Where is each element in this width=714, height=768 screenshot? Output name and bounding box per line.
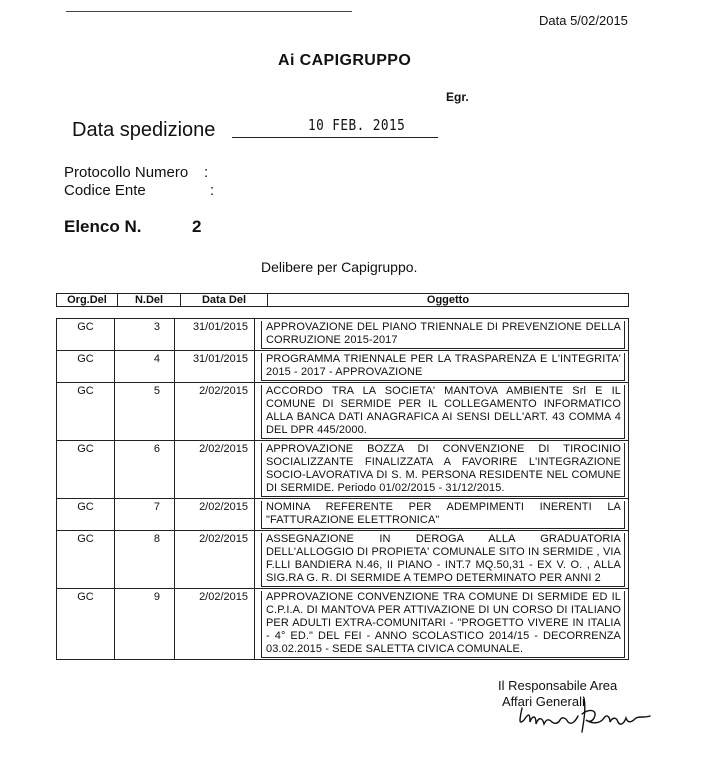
top-rule (66, 11, 352, 12)
cell-date: 2/02/2015 (175, 531, 255, 589)
recipient-label: Egr. (446, 90, 469, 104)
cell-number: 3 (115, 319, 175, 351)
oggetto-text: ACCORDO TRA LA SOCIETA' MANTOVA AMBIENTE Srl E IL COMUNE DI SERMIDE PER IL COLLEGAMENTO INFORMATICO ALLA BANCA DATI ANAGRAFICA AI SENSI DELL'ART. 43 COMMA 4 DEL DPR 445/2000. (261, 385, 625, 439)
column-header-num: N.Del (118, 294, 181, 307)
cell-oggetto (255, 499, 629, 531)
elenco-number: 2 (192, 217, 202, 236)
cell-date: 31/01/2015 (175, 351, 255, 383)
responsabile-title: Il Responsabile Area (498, 678, 618, 693)
cell-oggetto (255, 531, 629, 589)
oggetto-text: ASSEGNAZIONE IN DEROGA ALLA GRADUATORIA DELL'ALLOGGIO DI PROPIETA' COMUNALE SITO IN SERMIDE , VIA F.LLI BANDIERA N.46, II PIANO - INT.7 MQ.50,31 - EX V. O. , ALLA SIG.RA G. R. DI SERMIDE A TEMPO DETERMINATO PER ANNI 2 (261, 533, 625, 587)
oggetto-text: APPROVAZIONE BOZZA DI CONVENZIONE DI TIROCINIO SOCIALIZZANTE FINALIZZATA A FAVORIRE L'INTEGRAZIONE SOCIO-LAVORATIVA DI S. M. PERSONA RESIDENTE NEL COMUNE DI SERMIDE. Periodo 01/02/2015 - 31/12/2015. (261, 443, 625, 497)
cell-oggetto (255, 589, 629, 660)
cell-org: GC (57, 319, 115, 351)
cell-number: 7 (115, 499, 175, 531)
table-row (57, 589, 629, 660)
oggetto-text: APPROVAZIONE CONVENZIONE TRA COMUNE DI SERMIDE ED IL C.P.I.A. DI MANTOVA PER ATTIVAZIONE DI UN CORSO DI ITALIANO PER ADULTI EXTRA-COMUNITARI - "PROGETTO VIVERE IN ITALIA - 4° ED." DEL FEI - ANNO SCOLASTICO 2014/15 - DECORRENZA 03.02.2015 - SEDE SALETTA CIVICA COMUNALE. (261, 591, 625, 658)
document-date: Data 5/02/2015 (539, 13, 628, 28)
oggetto-text: APPROVAZIONE DEL PIANO TRIENNALE DI PREVENZIONE DELLA CORRUZIONE 2015-2017 (261, 321, 625, 349)
cell-org: GC (57, 383, 115, 441)
oggetto-text: NOMINA REFERENTE PER ADEMPIMENTI INERENTI LA "FATTURAZIONE ELETTRONICA" (261, 501, 625, 529)
cell-org: GC (57, 441, 115, 499)
cell-date: 2/02/2015 (175, 589, 255, 660)
cell-number: 5 (115, 383, 175, 441)
delibere-table (56, 318, 629, 660)
table-row (57, 441, 629, 499)
table-row (57, 531, 629, 589)
spedizione-date-stamp: 10 FEB. 2015 (308, 116, 406, 134)
cell-oggetto (255, 319, 629, 351)
codice-ente-colon: : (210, 182, 215, 199)
table-row (57, 383, 629, 441)
cell-org: GC (57, 531, 115, 589)
elenco-label: Elenco N. (64, 217, 142, 236)
oggetto-text: PROGRAMMA TRIENNALE PER LA TRASPARENZA E L'INTEGRITA' 2015 - 2017 - APPROVAZIONE (261, 353, 625, 381)
page-title: Ai CAPIGRUPPO (278, 52, 412, 69)
cell-org: GC (57, 499, 115, 531)
cell-date: 2/02/2015 (175, 441, 255, 499)
spedizione-label: Data spedizione (72, 119, 216, 141)
cell-oggetto (255, 383, 629, 441)
cell-date: 2/02/2015 (175, 383, 255, 441)
responsabile-area: Affari Generali (502, 694, 585, 709)
cell-number: 9 (115, 589, 175, 660)
column-header-oggetto: Oggetto (268, 294, 629, 307)
column-header-date: Data Del (181, 294, 268, 307)
cell-org: GC (57, 589, 115, 660)
table-header (56, 293, 629, 307)
cell-date: 2/02/2015 (175, 499, 255, 531)
protocollo-label: Protocollo Numero (64, 164, 189, 181)
handwritten-signature (514, 694, 654, 740)
subtitle: Delibere per Capigruppo. (261, 259, 418, 275)
protocol-block (64, 164, 215, 200)
spedizione-underline (232, 137, 438, 138)
cell-date: 31/01/2015 (175, 319, 255, 351)
table-row (57, 319, 629, 351)
codice-ente-label: Codice Ente (64, 182, 146, 199)
table-row (57, 351, 629, 383)
cell-oggetto (255, 441, 629, 499)
cell-oggetto (255, 351, 629, 383)
cell-number: 4 (115, 351, 175, 383)
cell-org: GC (57, 351, 115, 383)
table-row (57, 499, 629, 531)
cell-number: 6 (115, 441, 175, 499)
protocollo-colon: : (204, 164, 209, 181)
cell-number: 8 (115, 531, 175, 589)
column-header-org: Org.Del (57, 294, 118, 307)
